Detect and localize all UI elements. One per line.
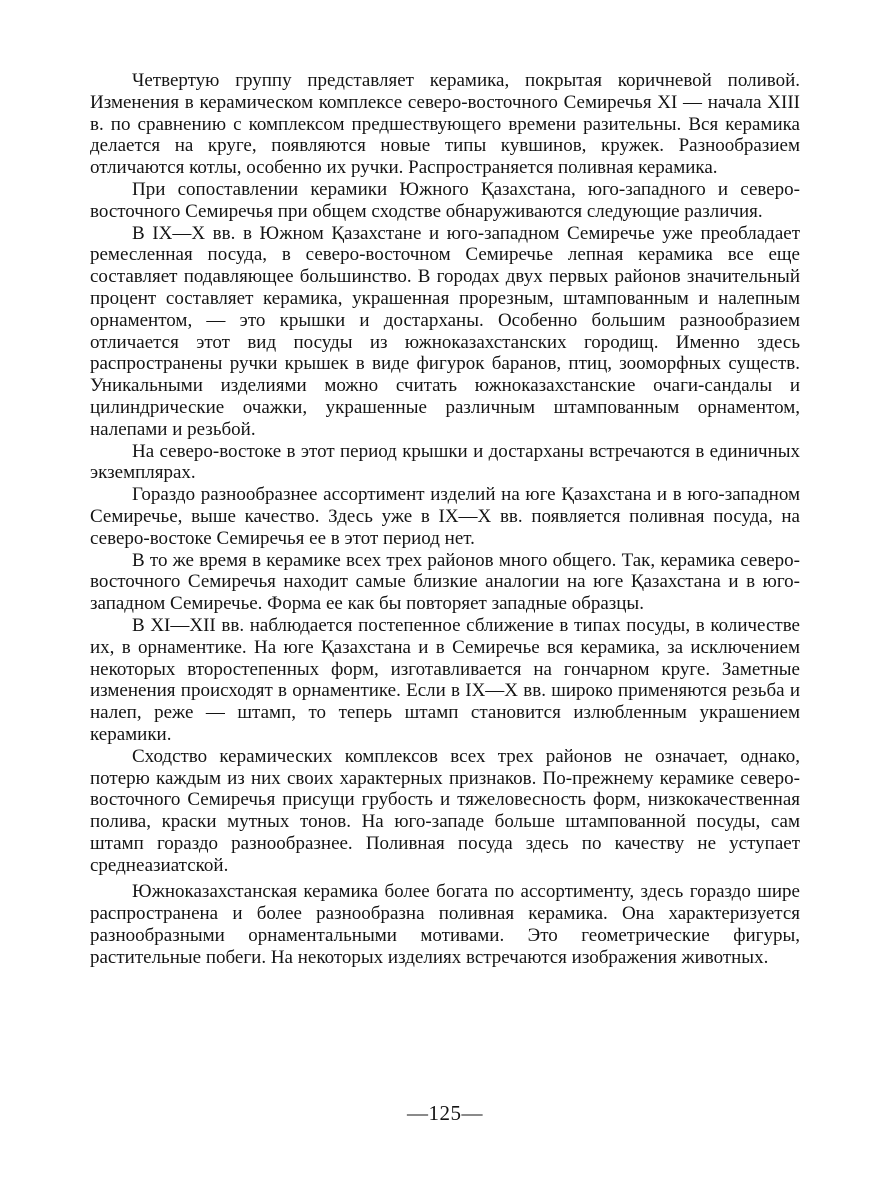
- paragraph: В XI—XII вв. наблюдается постепенное сближение в типах посуды, в количестве их, в орнаментике. На юге Қазахстана и в Семиречье вся керамика, за исключением некоторых второстепенных форм, изготавливается на гончарном круге. Заметные изменения происходят в орнаментике. Если в IX—X вв. широко применяются резьба и налеп, реже — штамп, то теперь штамп становится излюбленным украшением керамики.: [90, 614, 800, 745]
- paragraph: Сходство керамических комплексов всех трех районов не означает, однако, потерю каждым из них своих характерных признаков. По-прежнему керамике северо-восточного Семиречья присущи грубость и тяжеловесность форм, низкокачественная полива, краски мутных тонов. На юго-западе больше штампованной посуды, сам штамп гораздо разнообразнее. Поливная посуда здесь по качеству не уступает среднеазиатской.: [90, 745, 800, 876]
- paragraph: Четвертую группу представляет керамика, покрытая коричневой поливой. Изменения в керамическом комплексе северо-восточного Семиречья XI — начала XIII в. по сравнению с комплексом предшествующего времени разительны. Вся керамика делается на круге, появляются новые типы кувшинов, кружек. Разнообразием отличаются котлы, особенно их ручки. Распространяется поливная керамика.: [90, 70, 800, 179]
- paragraph: При сопоставлении керамики Южного Қазахстана, юго-западного и северо-восточного Семиречья при общем сходстве обнаруживаются следующие различия.: [90, 178, 800, 222]
- paragraph: Гораздо разнообразнее ассортимент изделий на юге Қазахстана и в юго-западном Семиречье, выше качество. Здесь уже в IX—X вв. появляется поливная посуда, на северо-востоке Семиречья ее в этот период нет.: [90, 484, 800, 549]
- paragraph: В то же время в керамике всех трех районов много общего. Так, керамика северо-восточного Семиречья находит самые близкие аналогии на юге Қазахстана и в юго-западном Семиречье. Форма ее как бы повторяет западные образцы.: [90, 549, 800, 615]
- paragraph: Южноказахстанская керамика более богата по ассортименту, здесь гораздо шире распространена и более разнообразна поливная керамика. Она характеризуется разнообразными орнаментальными мотивами. Это геометрические фигуры, растительные побеги. На некоторых изделиях встречаются изображения животных.: [90, 881, 800, 968]
- paragraph: На северо-востоке в этот период крышки и достарханы встречаются в единичных экземплярах.: [90, 440, 800, 484]
- page-body: [90, 70, 800, 969]
- page-number: —125—: [407, 1101, 483, 1125]
- paragraph: В IX—X вв. в Южном Қазахстане и юго-западном Семиречье уже преобладает ремесленная посуда, в северо-восточном Семиречье лепная керамика все еще составляет подавляющее большинство. В городах двух первых районов значительный процент составляет керамика, украшенная прорезным, штампованным и налепным орнаментом, — это крышки и достарханы. Особенно большим разнообразием отличается этот вид посуды из южноказахстанских городищ. Именно здесь распространены ручки крышек в виде фигурок баранов, птиц, зооморфных существ. Уникальными изделиями можно считать южноказахстанские очаги-сандалы и цилиндрические очажки, украшенные различным штампованным орнаментом, налепами и резьбой.: [90, 222, 800, 440]
